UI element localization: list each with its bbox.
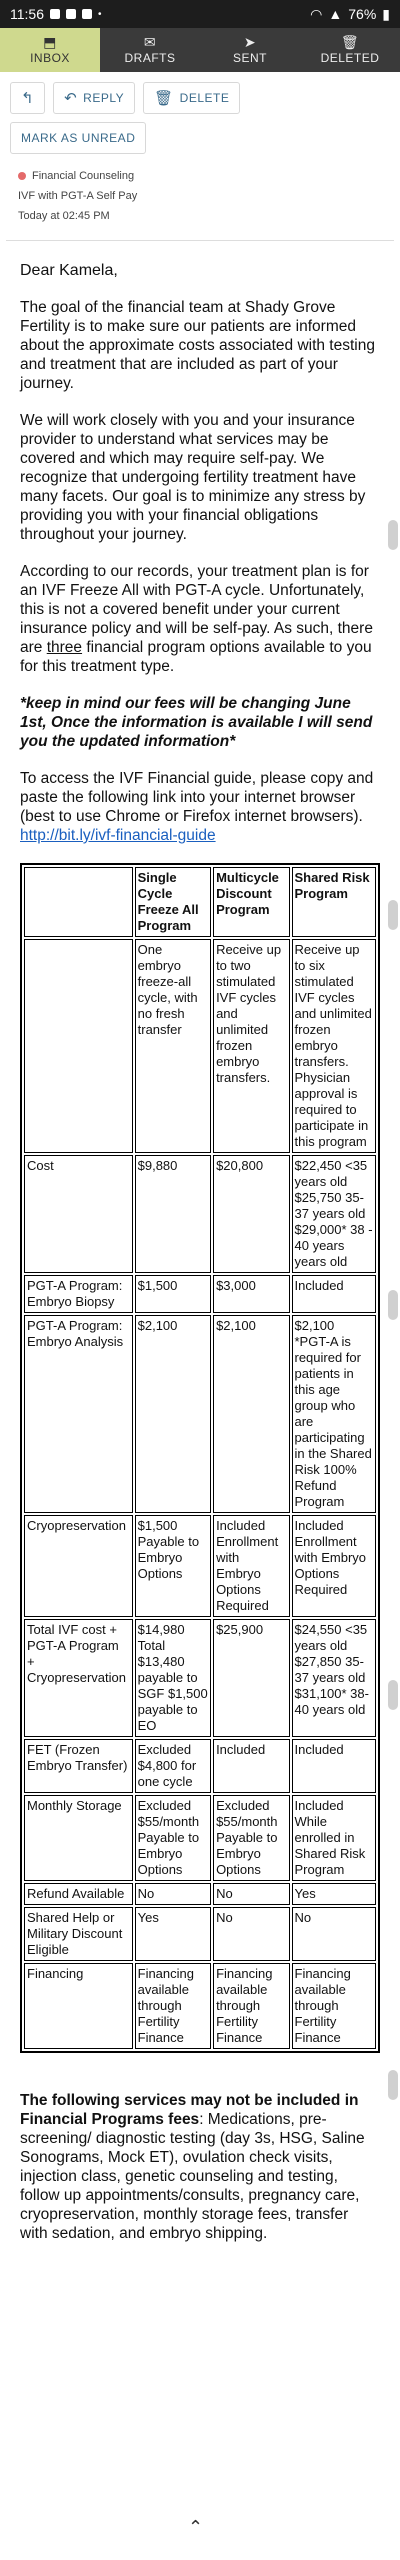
table-cell: Yes	[292, 1883, 377, 1905]
scroll-handle[interactable]	[388, 520, 398, 550]
table-cell: Included	[292, 1275, 377, 1313]
header-cell: Multicycle Discount Program	[213, 867, 289, 937]
mark-unread-button[interactable]	[10, 122, 146, 154]
greeting: Dear Kamela,	[20, 262, 118, 279]
message-date: Today at 02:45 PM	[18, 210, 110, 222]
category-label: Financial Counseling	[32, 170, 135, 182]
fee-notice: *keep in mind our fees will be changing June 1st, Once the information is available I will send you the updated information*	[20, 695, 373, 750]
table-cell: $3,000	[213, 1275, 289, 1313]
table-header-row	[24, 867, 376, 937]
table-cell: Included	[292, 1739, 377, 1793]
table-cell: $2,100 *PGT-A is required for patients in this age group who are participating in the Shared Risk 100% Refund Program	[292, 1315, 377, 1513]
table-cell: Total IVF cost + PGT-A Program + Cryopreservation	[24, 1619, 133, 1737]
notification-icon	[50, 9, 60, 19]
delete-label: DELETE	[179, 91, 230, 105]
paragraph	[20, 562, 380, 676]
table-cell: Excluded $4,800 for one cycle	[135, 1739, 211, 1793]
table-cell: Excluded $55/month Payable to Embryo Options	[213, 1795, 289, 1881]
financial-guide-link[interactable]: http://bit.ly/ivf-financial-guide	[20, 827, 216, 844]
reply-button[interactable]	[53, 82, 135, 114]
table-cell: Refund Available	[24, 1883, 133, 1905]
table-cell: Cost	[24, 1155, 133, 1273]
table-cell: Financing available through Fertility Finance	[213, 1963, 289, 2049]
paragraph	[20, 769, 380, 845]
table-cell: PGT-A Program: Embryo Analysis	[24, 1315, 133, 1513]
table-row	[24, 1515, 376, 1617]
table-cell: No	[135, 1883, 211, 1905]
header-cell: Single Cycle Freeze All Program	[135, 867, 211, 937]
reply-icon: ↶	[64, 90, 78, 107]
table-row	[24, 939, 376, 1153]
table-cell: Financing available through Fertility Finance	[292, 1963, 377, 2049]
table-cell: Financing	[24, 1963, 133, 2049]
table-cell: Cryopreservation	[24, 1515, 133, 1617]
table-row	[24, 1315, 376, 1513]
tab-label: DRAFTS	[124, 51, 176, 65]
mark-unread-label: MARK AS UNREAD	[21, 131, 136, 145]
financial-programs-table	[20, 863, 380, 2053]
inbox-icon: ⬒	[43, 34, 57, 50]
table-cell: FET (Frozen Embryo Transfer)	[24, 1739, 133, 1793]
text: According to our records, your treatment plan is for an IVF Freeze All with PGT-A cycle. Unfortunately, this is not a covered benefit under your current insurance policy and will be self-pay. As such, there are	[20, 563, 373, 656]
table-cell: $1,500 Payable to Embryo Options	[135, 1515, 211, 1617]
table-cell: No	[213, 1907, 289, 1961]
message-body	[6, 240, 394, 2269]
paragraph: We will work closely with you and your insurance provider to understand what services may be covered and which may require self-pay. We recognize that undergoing fertility treatment have many facets. Our goal is to minimize any stress by providing you with your financial obligations throughout your journey.	[20, 412, 366, 543]
notification-icon	[82, 9, 92, 19]
table-row	[24, 1795, 376, 1881]
send-icon: ➤	[243, 34, 257, 50]
table-row	[24, 1883, 376, 1905]
notification-icon	[66, 9, 76, 19]
table-cell: Shared Help or Military Discount Eligible	[24, 1907, 133, 1961]
underlined-text: three	[46, 639, 83, 656]
text: To access the IVF Financial guide, please copy and paste the following link into your internet browser (best to use Chrome or Firefox internet browsers).	[20, 770, 374, 825]
table-cell: Included Enrollment with Embryo Options Required	[292, 1515, 377, 1617]
message-actions	[0, 72, 400, 118]
dot-icon: •	[98, 8, 102, 20]
table-cell: $25,900	[213, 1619, 289, 1737]
tab-label: SENT	[232, 51, 267, 65]
mailbox-tabs	[0, 28, 400, 72]
back-button[interactable]	[10, 82, 45, 114]
scroll-to-top-icon[interactable]: ⌃	[188, 2517, 204, 2537]
table-cell: Financing available through Fertility Finance	[135, 1963, 211, 2049]
tab-deleted[interactable]	[300, 28, 400, 72]
bold-text: The following services may not be included in Financial Programs fees	[20, 2092, 359, 2128]
tab-label: INBOX	[30, 51, 70, 65]
scroll-handle[interactable]	[388, 900, 398, 930]
wifi-icon: ◠	[310, 5, 323, 22]
tab-label: DELETED	[320, 51, 380, 65]
scroll-handle[interactable]	[388, 1290, 398, 1320]
table-cell: $22,450 <35 years old $25,750 35-37 years old $29,000* 38 - 40 years years old	[292, 1155, 377, 1273]
table-cell: $2,100	[135, 1315, 211, 1513]
table-row	[24, 1963, 376, 2049]
text: financial program options available to you for this treatment type.	[20, 639, 372, 675]
message-subject: IVF with PGT-A Self Pay	[18, 190, 138, 202]
battery-level: 76%	[348, 6, 377, 22]
table-row	[24, 1155, 376, 1273]
back-arrow-icon: ↰	[21, 90, 35, 107]
reply-label: REPLY	[83, 91, 125, 105]
table-cell: $1,500	[135, 1275, 211, 1313]
table-cell: Monthly Storage	[24, 1795, 133, 1881]
message-actions-secondary	[0, 118, 400, 158]
table-cell: $9,880	[135, 1155, 211, 1273]
table-row	[24, 1907, 376, 1961]
scroll-handle[interactable]	[388, 1680, 398, 1710]
table-row	[24, 1739, 376, 1793]
category-dot-icon	[18, 172, 26, 180]
table-cell: $14,980 Total $13,480 payable to SGF $1,500 payable to EO	[135, 1619, 211, 1737]
table-cell: PGT-A Program: Embryo Biopsy	[24, 1275, 133, 1313]
table-cell: $2,100	[213, 1315, 289, 1513]
scroll-handle[interactable]	[388, 2070, 398, 2100]
battery-icon: ▮	[382, 5, 390, 22]
table-cell: Included While enrolled in Shared Risk Program	[292, 1795, 377, 1881]
table-cell: $20,800	[213, 1155, 289, 1273]
table-cell: $24,550 <35 years old $27,850 35-37 years old $31,100* 38-40 years old	[292, 1619, 377, 1737]
table-cell: Included Enrollment with Embryo Options Required	[213, 1515, 289, 1617]
table-cell: Included	[213, 1739, 289, 1793]
status-bar	[0, 0, 400, 28]
table-cell: Receive up to two stimulated IVF cycles and unlimited frozen embryo transfers.	[213, 939, 289, 1153]
table-cell	[24, 939, 133, 1153]
message-meta	[0, 158, 400, 232]
table-cell: Receive up to six stimulated IVF cycles and unlimited frozen embryo transfers. Physician approval is required to participate in this program	[292, 939, 377, 1153]
table-cell: Yes	[135, 1907, 211, 1961]
tab-sent[interactable]	[200, 28, 300, 72]
table-row	[24, 1275, 376, 1313]
delete-button[interactable]	[143, 82, 240, 114]
signal-icon: ▲	[328, 6, 343, 22]
clock: 11:56	[10, 6, 44, 22]
paragraph: The goal of the financial team at Shady Grove Fertility is to make sure our patients are informed about the approximate costs associated with testing and treatment that are included as part of your journey.	[20, 299, 375, 392]
message-category	[18, 166, 386, 186]
paragraph	[20, 2091, 380, 2243]
text: : Medications, pre-screening/ diagnostic testing (day 3s, HSG, Saline Sonograms, Mock ET), ovulation check visits, injection class, genetic counseling and testing, follow up appointments/consults, pregnancy care, cryopreservation, monthly storage fees, transfer with sedation, and embryo shipping.	[20, 2111, 365, 2242]
tab-inbox[interactable]	[0, 28, 100, 72]
table-cell: Excluded $55/month Payable to Embryo Options	[135, 1795, 211, 1881]
header-cell	[24, 867, 133, 937]
trash-icon: 🗑	[154, 90, 174, 107]
tab-drafts[interactable]	[100, 28, 200, 72]
table-cell: No	[213, 1883, 289, 1905]
table-cell: One embryo freeze-all cycle, with no fresh transfer	[135, 939, 211, 1153]
trash-icon: 🗑	[340, 34, 360, 50]
drafts-icon: ✉	[143, 34, 157, 50]
table-row	[24, 1619, 376, 1737]
table-cell: No	[292, 1907, 377, 1961]
header-cell: Shared Risk Program	[292, 867, 377, 937]
